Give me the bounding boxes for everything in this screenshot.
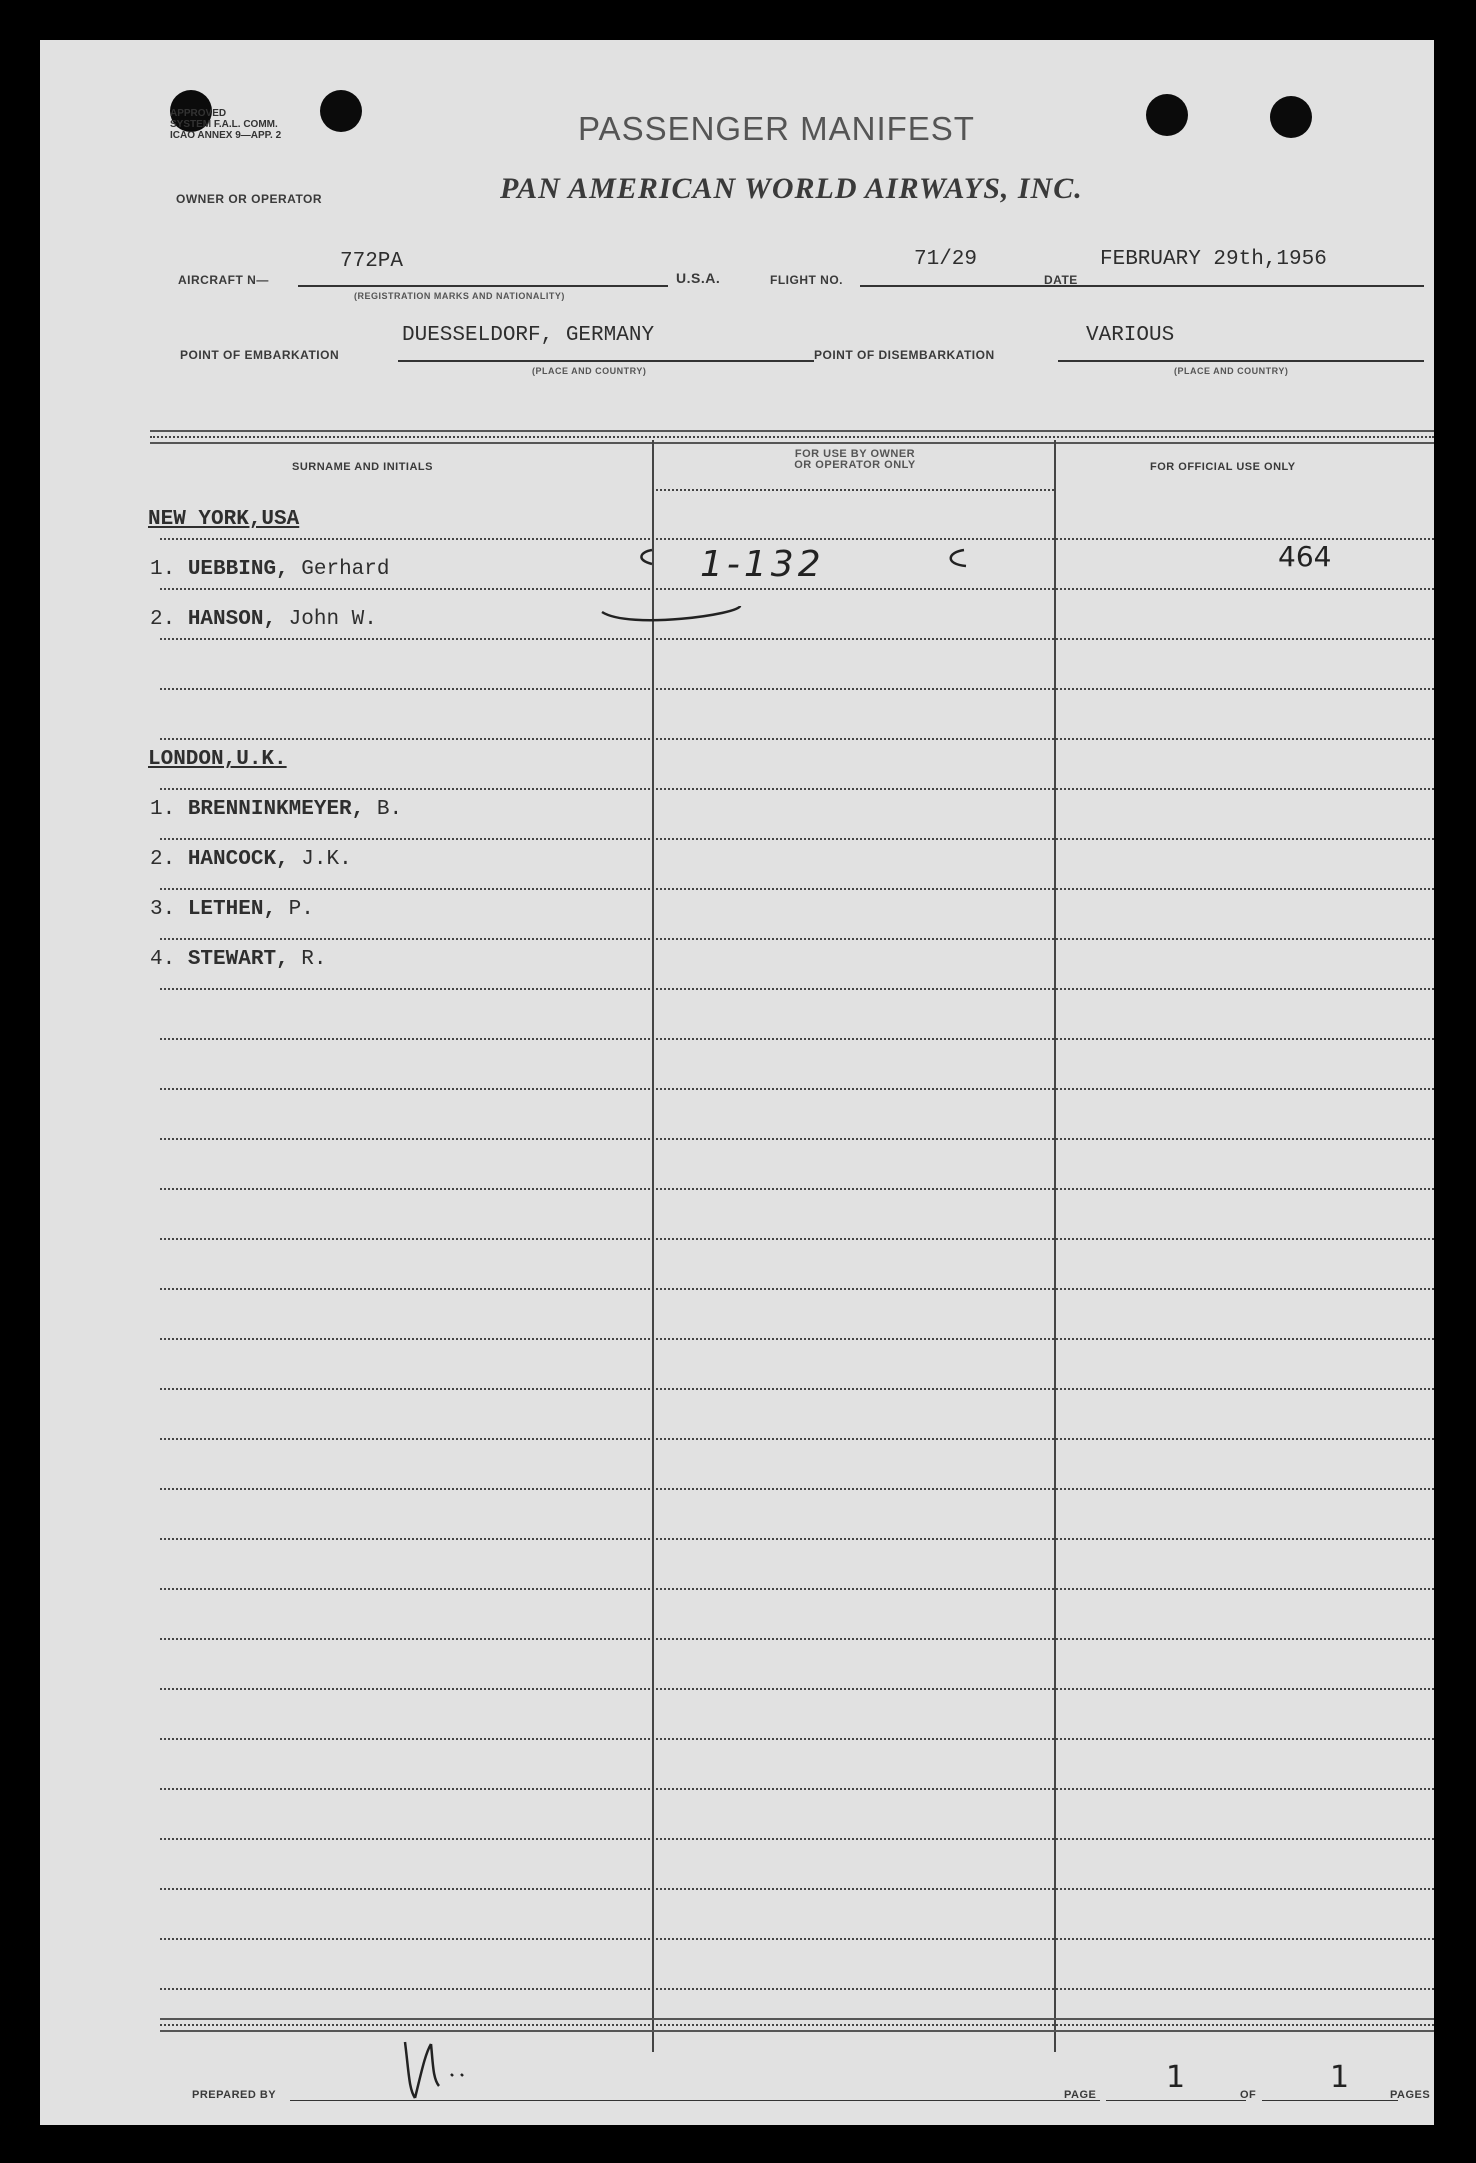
row-rule [160,938,1434,940]
row-rule [160,1538,1434,1540]
row-rule [160,688,1434,690]
embarkation-label: POINT OF EMBARKATION [180,348,340,362]
destination-heading: NEW YORK,USA [148,508,300,531]
approval-stamp: APPROVED SYSTEM F.A.L. COMM. ICAO ANNEX 9—APP. 2 [170,108,282,141]
flight-number: 71/29 [914,248,978,271]
total-pages: 1 [1330,2060,1350,2095]
embarkation-point: DUESSELDORF, GERMANY [402,324,655,347]
row-rule [160,1988,1434,1990]
disembarkation-point: VARIOUS [1086,324,1175,347]
row-rule [160,1588,1434,1590]
punch-hole [320,90,362,132]
row-rule [160,1188,1434,1190]
row-rule [160,838,1434,840]
row-rule [160,988,1434,990]
destination-heading: LONDON,U.K. [148,748,287,771]
owner-label: OWNER OR OPERATOR [176,192,323,206]
pages-label: PAGES [1390,2089,1431,2101]
company-name: PAN AMERICAN WORLD AIRWAYS, INC. [500,172,1083,205]
preparer-signature [395,2034,485,2104]
row-rule [160,788,1434,790]
passenger-row: 4. STEWART, R. [150,948,327,971]
row-rule [160,1088,1434,1090]
row-rule [160,1838,1434,1840]
embarkation-caption: (PLACE AND COUNTRY) [532,366,647,376]
row-rule [160,1938,1434,1940]
row-rule [160,1738,1434,1740]
col-surname-header: SURNAME AND INITIALS [292,461,433,473]
nationality: U.S.A. [676,270,721,286]
punch-hole [1270,96,1312,138]
row-rule [160,888,1434,890]
row-rule [160,1288,1434,1290]
of-label: OF [1240,2089,1257,2101]
aircraft-registration: 772PA [340,250,404,273]
row-rule [160,738,1434,740]
row-rule [160,1038,1434,1040]
owner-handwritten-code: 1-132 [700,544,825,585]
row-rule [160,1788,1434,1790]
page-number: 1 [1166,2060,1186,2095]
punch-hole [1146,94,1188,136]
form-title: PASSENGER MANIFEST [578,110,975,147]
registration-caption: (REGISTRATION MARKS AND NATIONALITY) [354,291,565,301]
row-rule [160,1488,1434,1490]
passenger-row: 1. BRENNINKMEYER, B. [150,798,403,821]
passenger-row: 2. HANSON, John W. [150,608,377,631]
official-number: 464 [1278,540,1332,573]
row-rule [160,1238,1434,1240]
row-rule [160,1438,1434,1440]
disembarkation-caption: (PLACE AND COUNTRY) [1174,366,1289,376]
manifest-sheet [40,40,1434,2125]
passenger-row: 1. UEBBING, Gerhard [150,558,390,581]
row-rule [160,1638,1434,1640]
passenger-row: 3. LETHEN, P. [150,898,314,921]
col-owner-use-header: FOR USE BY OWNER OR OPERATOR ONLY [794,448,916,471]
flight-label: FLIGHT NO. [770,273,843,287]
row-rule [160,1338,1434,1340]
passenger-row: 2. HANCOCK, J.K. [150,848,352,871]
page-label: PAGE [1064,2089,1097,2101]
prepared-by-label: PREPARED BY [192,2089,277,2101]
col-official-header: FOR OFFICIAL USE ONLY [1150,461,1296,473]
row-rule [160,1138,1434,1140]
disembarkation-label: POINT OF DISEMBARKATION [814,348,995,362]
row-rule [160,1688,1434,1690]
date-label: DATE [1044,273,1078,287]
row-rule [160,1388,1434,1390]
flight-date: FEBRUARY 29th,1956 [1100,248,1327,271]
aircraft-label: AIRCRAFT N— [178,273,269,287]
row-rule [160,1888,1434,1890]
